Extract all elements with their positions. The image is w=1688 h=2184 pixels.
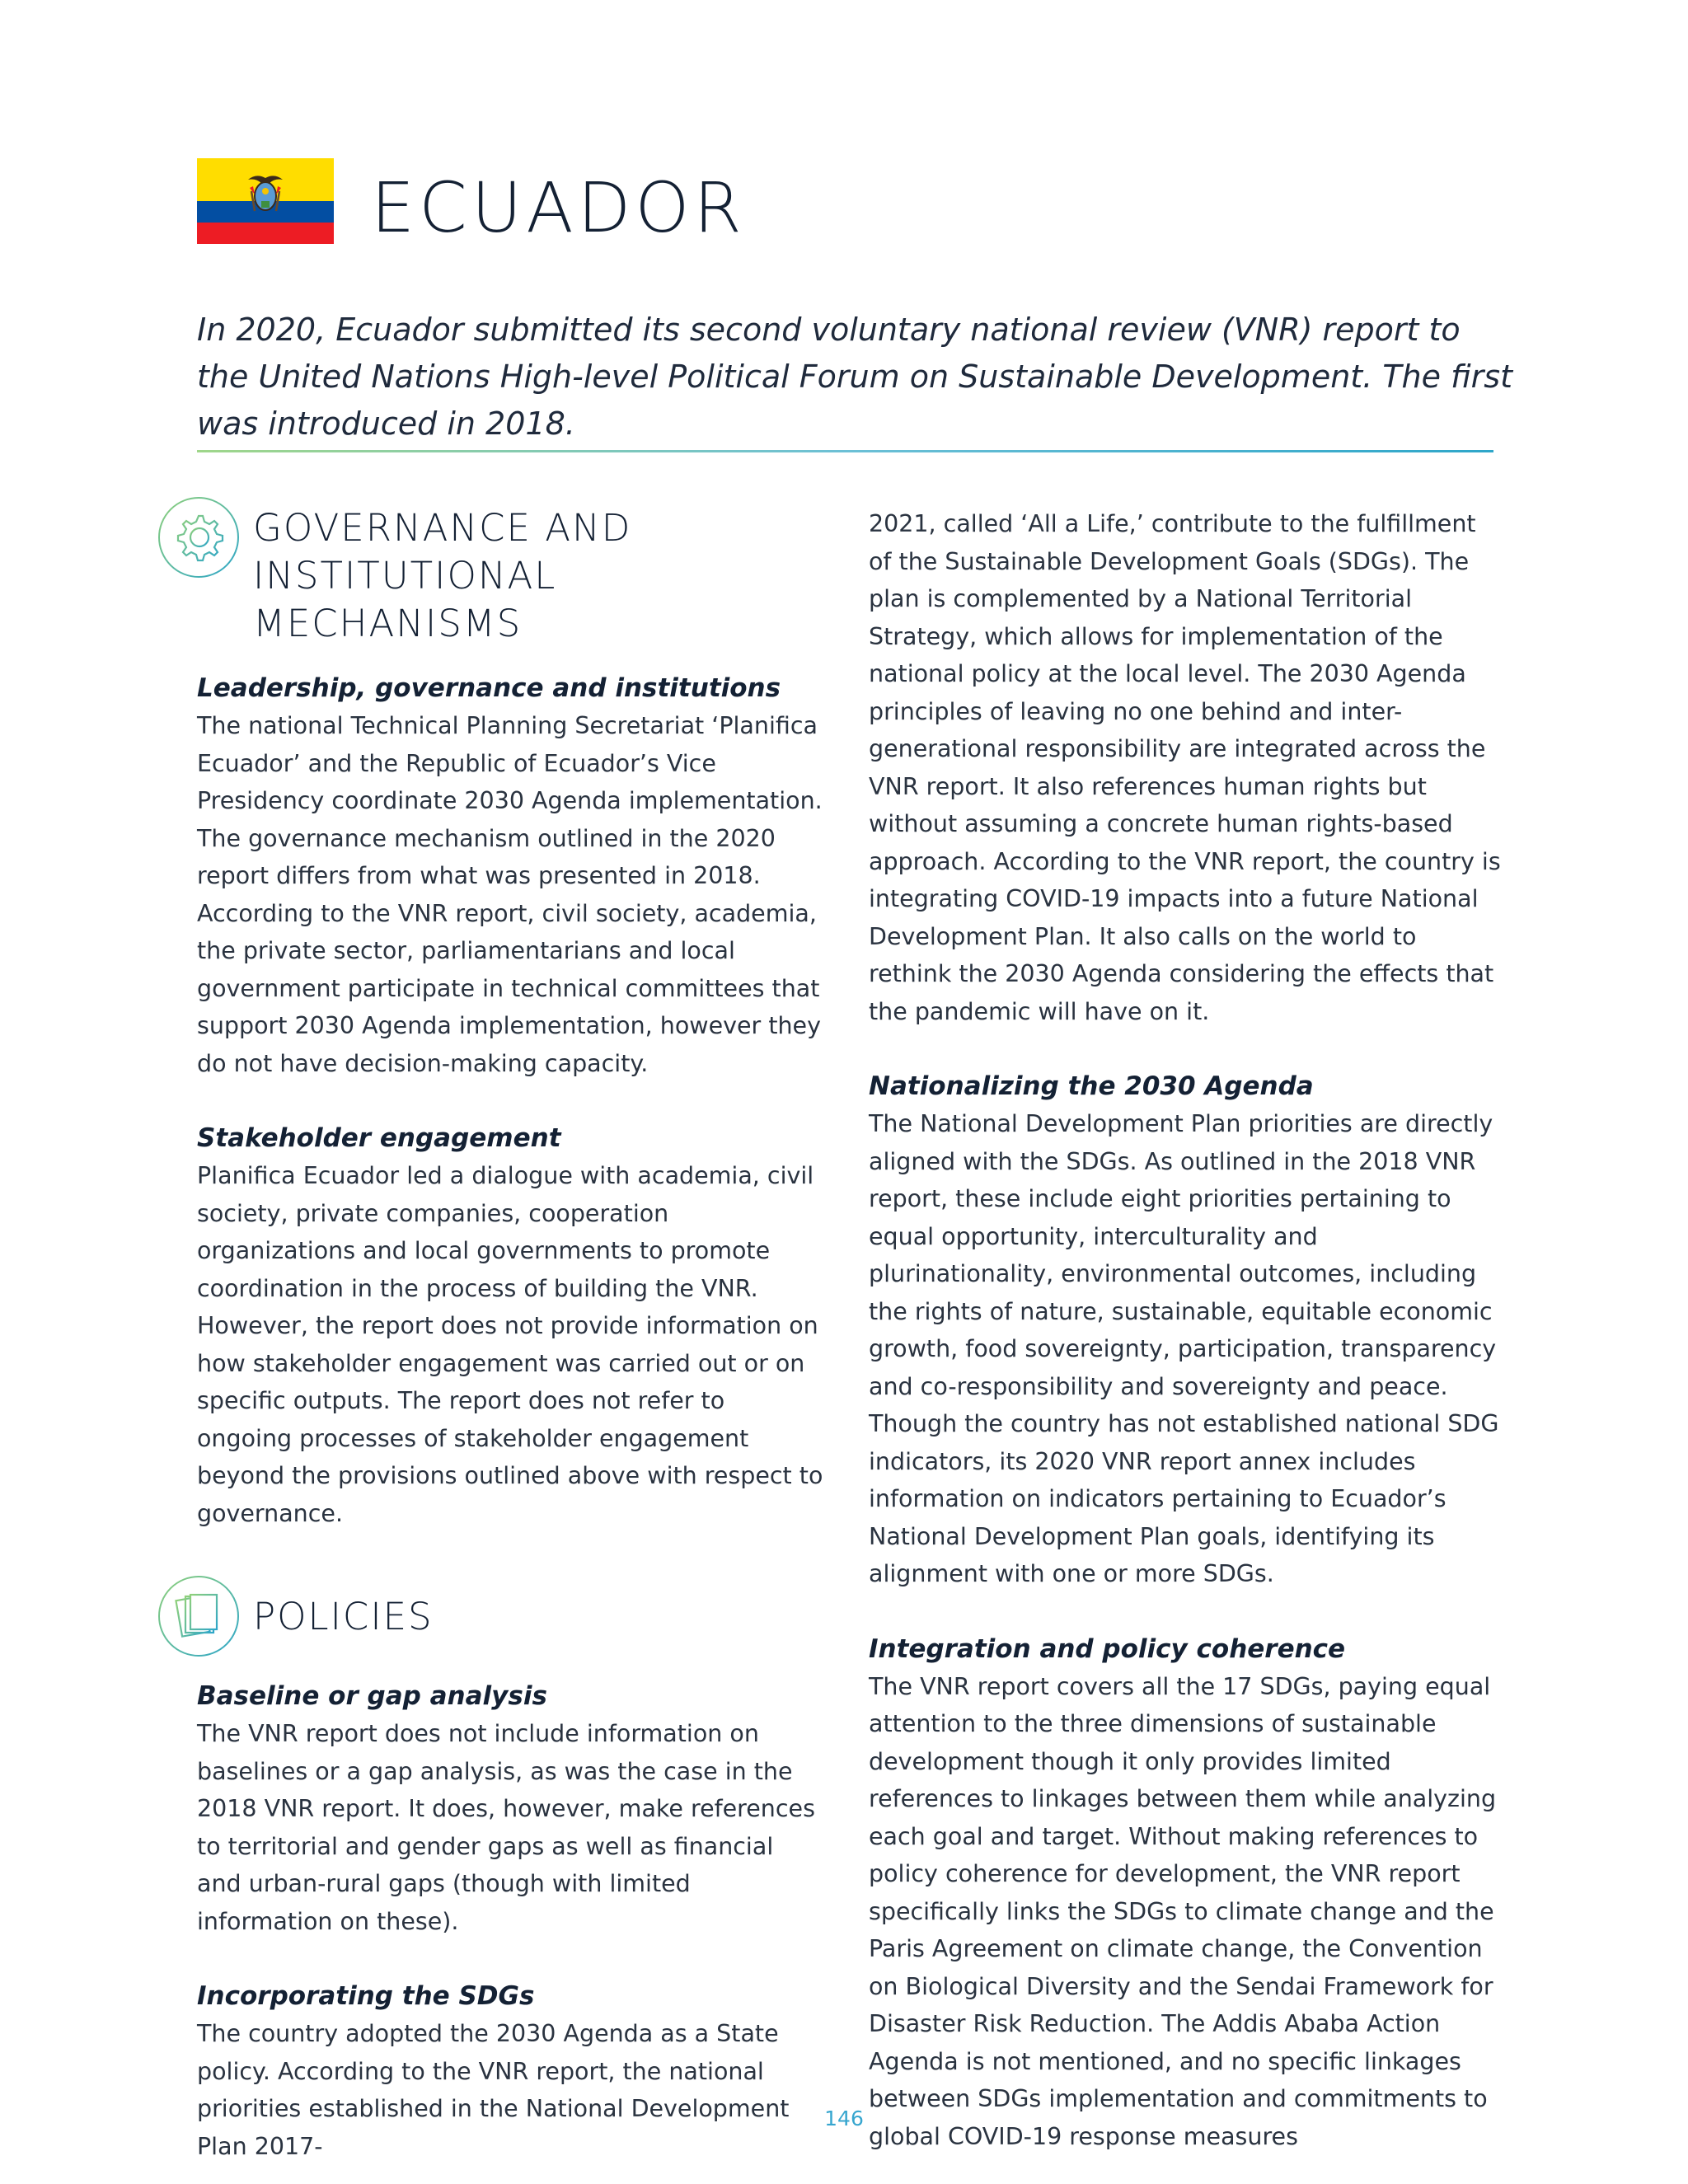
- country-title: ECUADOR: [371, 167, 746, 248]
- integration-text: The VNR report covers all the 17 SDGs, paying equal attention to the three dimensions of sustainable development though it only provides limited references to linkages between them while analyzing each goal and target. Without making references to policy coherence for development, the VNR report specifically links the SDGs to climate change and the Paris Agreement on climate change, the Convention on Biological Diversity and the Sendai Framework for Disaster Risk Reduction. The Addis Ababa Action Agenda is not mentioned, and no specific linkages between SDGs implementation and commitments to global COVID-19 response measures: [869, 1672, 1497, 2150]
- baseline-text: The VNR report does not include information on baselines or a gap analysis, as was the case in the 2018 VNR report. It does, however, make references to territorial and gender gaps as well as financial and urban-rural gaps (though with limited information on these).: [197, 1720, 815, 1935]
- leadership-text: The national Technical Planning Secretariat ‘Planifica Ecuador’ and the Republic of Ecuador’s Vice Presidency coordinate 2030 Agenda implementation. The governance mechanism outlined in the 2020 report differs from what was presented in 2018. According to the VNR report, civil society, academia, the private sector, parliamentarians and local government participate in technical committees that support 2030 Agenda implementation, however they do not have decision-making capacity.: [197, 712, 823, 1077]
- nationalizing-text: The National Development Plan priorities are directly aligned with the SDGs. As outlined in the 2018 VNR report, these include eight priorities pertaining to equal opportunity, interculturality and plurinationality, environmental outcomes, including the rights of nature, sustainable, equitable economic growth, food sovereignty, participation, transparency and co-responsibility and sovereignty and peace. Though the country has not established national SDG indicators, its 2020 VNR report annex includes information on indicators pertaining to Ecuador’s National Development Plan goals, identifying its alignment with one or more SDGs.: [869, 1110, 1499, 1587]
- incorporating-heading: Incorporating the SDGs: [197, 1981, 535, 2011]
- page-number: 146: [824, 2107, 864, 2130]
- governance-heading: [156, 494, 823, 648]
- policies-title: POLICIES: [253, 1595, 434, 1638]
- left-column: [197, 494, 823, 2165]
- governance-title-line2: INSTITUTIONAL MECHANISMS: [253, 554, 557, 645]
- header-divider: [197, 450, 1493, 452]
- leadership-heading: Leadership, governance and institutions: [197, 673, 781, 703]
- gear-icon: [156, 494, 241, 580]
- documents-icon: [156, 1573, 241, 1659]
- policies-heading: [156, 1573, 823, 1659]
- ecuador-flag-icon: [197, 158, 334, 244]
- right-column: [869, 505, 1503, 2155]
- continued-text: 2021, called ‘All a Life,’ contribute to the fulfillment of the Sustainable Development Goals (SDGs). The plan is complemented by a National Territorial Strategy, which allows for implementation of the national policy at the local level. The 2030 Agenda principles of leaving no one behind and inter-generational responsibility are integrated across the VNR report. It also references human rights but without assuming a concrete human rights-based approach. According to the VNR report, the country is integrating COVID-19 impacts into a future National Development Plan. It also calls on the world to rethink the 2030 Agenda considering the effects that the pandemic will have on it.: [869, 510, 1501, 1025]
- governance-title-line1: GOVERNANCE AND: [253, 506, 632, 550]
- integration-heading: Integration and policy coherence: [869, 1633, 1346, 1664]
- stakeholder-heading: Stakeholder engagement: [197, 1123, 561, 1153]
- incorporating-text: The country adopted the 2030 Agenda as a State policy. According to the VNR report, the national priorities established in the National Development Plan 2017-: [197, 2020, 790, 2160]
- baseline-heading: Baseline or gap analysis: [197, 1681, 547, 1711]
- stakeholder-text: Planifica Ecuador led a dialogue with academia, civil society, private companies, cooperation organizations and local governments to promote coordination in the process of building the VNR. However, the report does not provide information on how stakeholder engagement was carried out or on specific outputs. The report does not refer to ongoing processes of stakeholder engagement beyond the provisions outlined above with respect to governance.: [197, 1162, 823, 1527]
- nationalizing-heading: Nationalizing the 2030 Agenda: [869, 1071, 1314, 1101]
- intro-text: In 2020, Ecuador submitted its second voluntary national review (VNR) report to the United Nations High-level Political Forum on Sustainable Development. The first was introduced in 2018.: [197, 312, 1512, 442]
